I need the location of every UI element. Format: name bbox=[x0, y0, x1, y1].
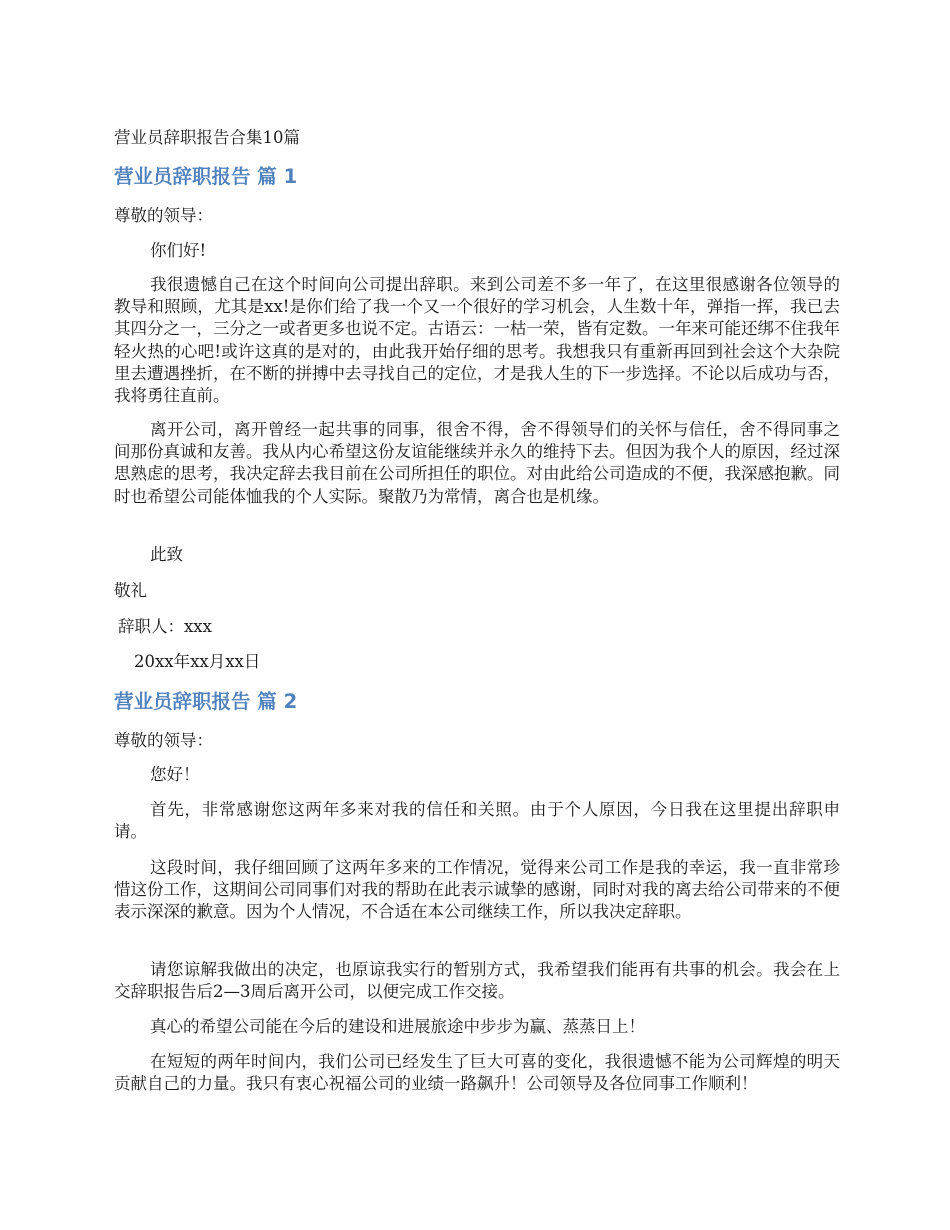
section-1-greeting: 你们好! bbox=[150, 241, 207, 260]
section-1-signer: 辞职人：xxx bbox=[118, 617, 212, 636]
section-2-paragraph-4: 真心的希望公司能在今后的建设和进展旅途中步步为赢、蒸蒸日上！ bbox=[150, 1017, 645, 1036]
section-1-regards: 敬礼 bbox=[114, 581, 147, 600]
section-1-paragraph-2: 离开公司，离开曾经一起共事的同事，很舍不得，舍不得领导们的关怀与信任，舍不得同事之间那份真诚和友善。我从内心希望这份友谊能继续并永久的维持下去。但因为我个人的原因，经过深思熟虑的思考，我决定辞去我目前在公司所担任的职位。对由此给公司造成的不便，我深感抱歉。同时也希望公司能体恤我的个人实际。聚散乃为常情，离合也是机缘。 bbox=[114, 420, 840, 506]
section-2-salutation: 尊敬的领导： bbox=[114, 731, 213, 750]
document-title: 营业员辞职报告合集10篇 bbox=[114, 128, 300, 147]
section-1-paragraph-1: 我很遗憾自己在这个时间向公司提出辞职。来到公司差不多一年了，在这里很感谢各位领导的教导和照顾，尤其是xx!是你们给了我一个又一个很好的学习机会，人生数十年，弹指一挥，我已去其四分之一，三分之一或者更多也说不定。古语云：一枯一荣，皆有定数。一年来可能还绑不住我年轻火热的心吧!或许这真的是对的，由此我开始仔细的思考。我想我只有重新再回到社会这个大杂院里去遭遇挫折，在不断的拼搏中去寻找自己的定位，才是我人生的下一步选择。不论以后成功与否，我将勇往直前。 bbox=[114, 275, 840, 406]
section-1-closing: 此致 bbox=[150, 545, 183, 564]
section-1-date: 20xx年xx月xx日 bbox=[134, 652, 261, 671]
section-2-paragraph-3: 请您谅解我做出的决定，也原谅我实行的暂别方式，我希望我们能再有共事的机会。我会在上交辞职报告后2—3周后离开公司，以便完成工作交接。 bbox=[114, 960, 840, 1002]
section-2-greeting: 您好！ bbox=[150, 765, 200, 784]
section-1-heading: 营业员辞职报告 篇 1 bbox=[114, 165, 298, 188]
section-2-paragraph-1: 首先，非常感谢您这两年多来对我的信任和关照。由于个人原因，今日我在这里提出辞职申请。 bbox=[114, 800, 840, 842]
section-1-salutation: 尊敬的领导： bbox=[114, 206, 213, 225]
section-2-paragraph-5: 在短短的两年时间内，我们公司已经发生了巨大可喜的变化，我很遗憾不能为公司辉煌的明天贡献自己的力量。我只有衷心祝福公司的业绩一路飙升！公司领导及各位同事工作顺利！ bbox=[114, 1052, 840, 1094]
section-2-heading: 营业员辞职报告 篇 2 bbox=[114, 690, 298, 713]
section-2-paragraph-2: 这段时间，我仔细回顾了这两年多来的工作情况，觉得来公司工作是我的幸运，我一直非常珍惜这份工作，这期间公司同事们对我的帮助在此表示诚挚的感谢，同时对我的离去给公司带来的不便表示深深的歉意。因为个人情况，不合适在本公司继续工作，所以我决定辞职。 bbox=[114, 858, 840, 922]
